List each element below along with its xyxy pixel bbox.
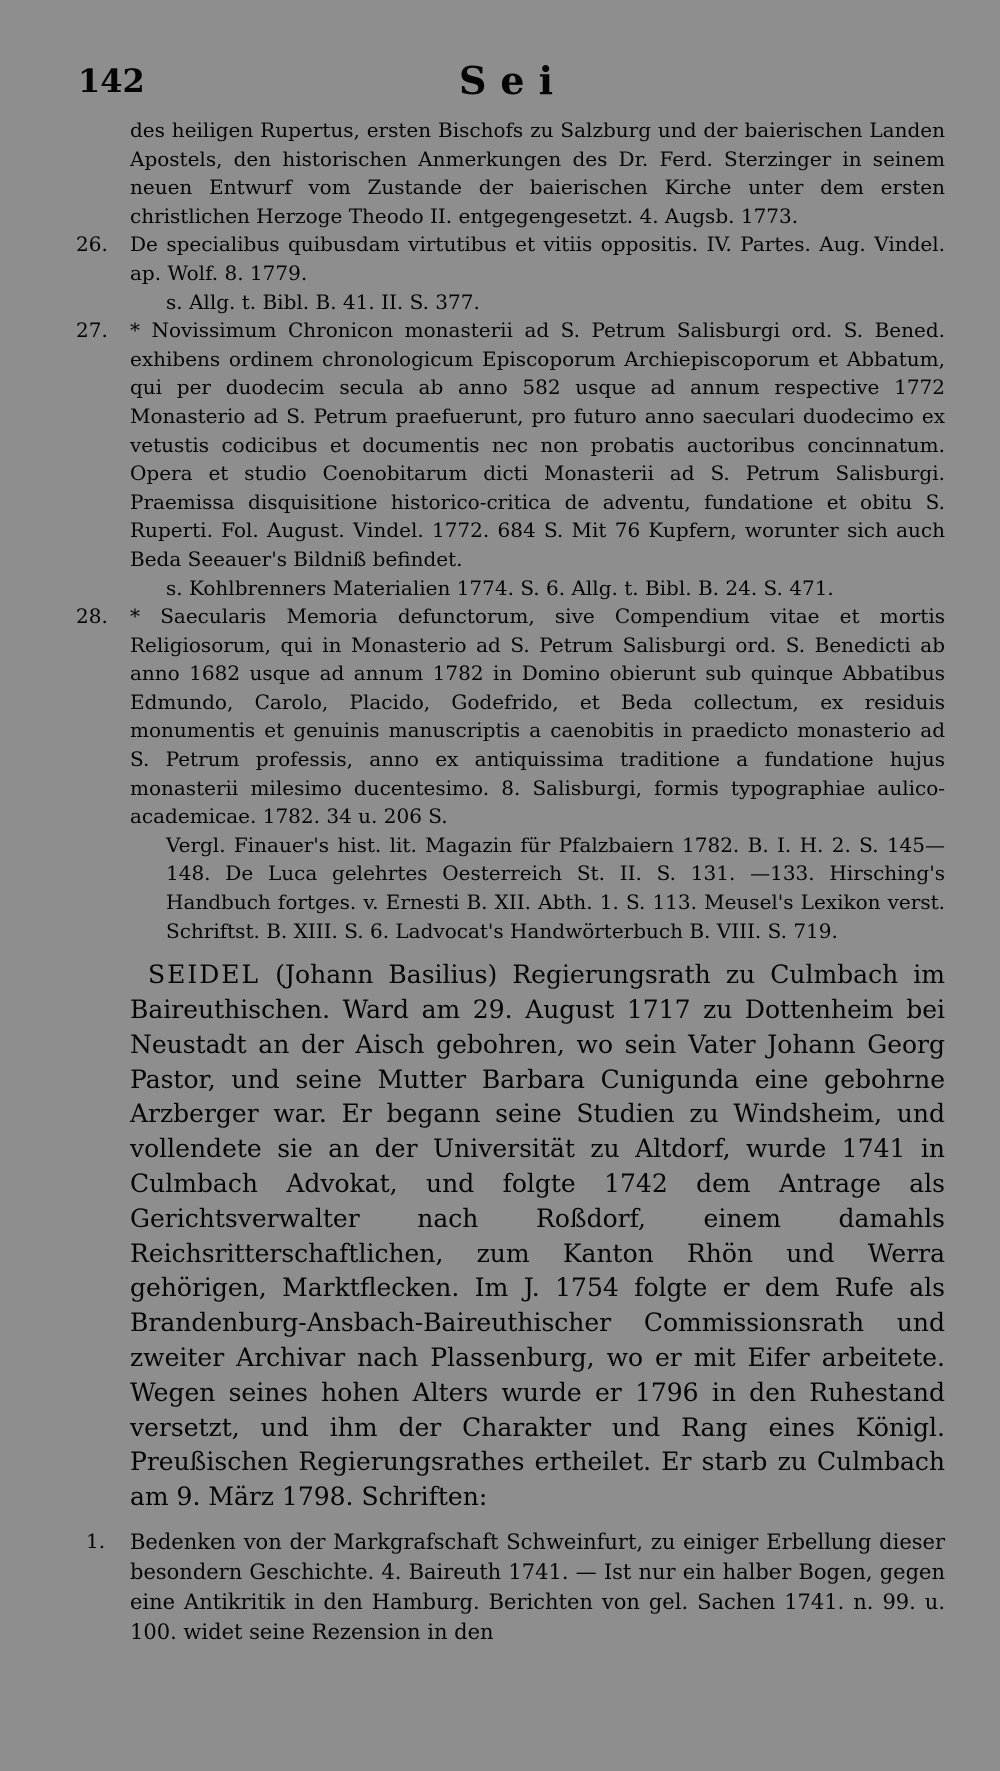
works-heading: Schriften: — [361, 1482, 488, 1512]
work-number: 1. — [86, 1528, 106, 1553]
continued-entry-text: des heiligen Rupertus, ersten Bischofs zu Salzburg und der baierischen Landen Apostels, den historischen Anmerkungen des Dr. Ferd. Sterzinger in seinem neuen Entwurf vom Zustande der baierischen Kirche unter dem ersten christlichen Herzoge Theodo II. entgegengesetzt. 4. Augsb. 1773. — [130, 118, 945, 228]
entry-reference: s. Kohlbrenners Materialien 1774. S. 6. Allg. t. Bibl. B. 24. S. 471. — [166, 575, 834, 600]
entry-number: 26. — [76, 232, 108, 257]
entry-number: 27. — [76, 318, 108, 343]
entry-number: 28. — [76, 604, 108, 629]
biography-paragraph — [130, 958, 945, 1515]
bibliography-entry — [76, 602, 945, 945]
entry-text: * Novissimum Chronicon monasterii ad S. Petrum Salisburgi ord. S. Bened. exhibens ordinem chronologicum Episcoporum Archiepiscoporum et Abbatum, qui per duodecim secula ab anno 582 usque ad annum respective 1772 Monasterio ad S. Petrum praefuerunt, pro futuro anno saeculari duodecimo ex vetustis codicibus et documentis nec non probatis auctoribus concinnatum. Opera et studio Coenobitarum dicti Monasterii ad S. Petrum Salisburgi. Praemissa disquisitione historico-critica de adventu, fundatione et obitu S. Ruperti. Fol. August. Vindel. 1772. 684 S. Mit 76 Kupfern, worunter sich auch Beda Seeauer's Bildniß befindet. — [130, 318, 945, 571]
work-text: Bedenken von der Markgrafschaft Schweinfurt, zu einiger Erbellung dieser besondern Geschichte. 4. Baireuth 1741. — Ist nur ein halber Bogen, gegen eine Antikritik in den Hamburg. Berichten von gel. Sachen 1741. n. 99. u. 100. widet seine Rezension in den — [130, 1529, 945, 1644]
bibliography-entry — [76, 230, 945, 316]
entry-text: De specialibus quibusdam virtutibus et vitiis oppositis. IV. Partes. Aug. Vindel. ap. Wolf. 8. 1779. — [130, 232, 945, 285]
entry-reference: s. Allg. t. Bibl. B. 41. II. S. 377. — [166, 289, 480, 314]
bibliography-entry — [76, 316, 945, 602]
page-header — [78, 58, 948, 110]
entry-reference: Vergl. Finauer's hist. lit. Magazin für Pfalzbaiern 1782. B. I. H. 2. S. 145—148. De Luca gelehrtes Oesterreich St. II. S. 131. —133. Hirsching's Handbuch fortges. v. Ernesti B. XII. Abth. 1. S. 113. Meusel's Lexikon verst. Schriftst. B. XIII. S. 6. Ladvocat's Handwörterbuch B. VIII. S. 719. — [166, 832, 945, 943]
biography-text: (Johann Basilius) Regierungsrath zu Culmbach im Baireuthischen. Ward am 29. August 1717 zu Dottenheim bei Neustadt an der Aisch gebohren, wo sein Vater Johann Georg Pastor, und seine Mutter Barbara Cunigunda eine gebohrne Arzberger war. Er begann seine Studien zu Windsheim, und vollendete sie an der Universität zu Altdorf, wurde 1741 in Culmbach Advokat, und folgte 1742 dem Antrage als Gerichtsverwalter nach Roßdorf, einem damahls Reichsritterschaftlichen, zum Kanton Rhön und Werra gehörigen, Marktflecken. Im J. 1754 folgte er dem Rufe als Brandenburg-Ansbach-Baireuthischer Commissionsrath und zweiter Archivar nach Plassenburg, wo er mit Eifer arbeitete. Wegen seines hohen Alters wurde er 1796 in den Ruhestand versetzt, und ihm der Charakter und Rang eines Königl. Preußischen Regierungsrathes ertheilet. Er starb zu Culmbach am 9. März 1798. — [130, 960, 945, 1512]
page-body — [76, 116, 945, 1647]
work-entry — [86, 1527, 945, 1647]
page-number: 142 — [78, 62, 145, 100]
entry-text: * Saecularis Memoria defunctorum, sive Compendium vitae et mortis Religiosorum, qui in Monasterio ad S. Petrum Salisburgi ord. S. Benedicti ab anno 1682 usque ad annum 1782 in Domino obierunt sub quinque Abbatibus Edmundo, Carolo, Placido, Godefrido, et Beda collectum, ex residuis monumentis et genuinis manuscriptis a caenobitis in praedicto monasterio ad S. Petrum professis, anno ex antiquissima traditione a fundatione hujus monasterii milesimo ducentesimo. 8. Salisburgi, formis typographiae aulico-academicae. 1782. 34 u. 206 S. — [130, 604, 945, 829]
running-title: Sei — [458, 58, 568, 103]
person-name: SEIDEL — [148, 960, 261, 990]
